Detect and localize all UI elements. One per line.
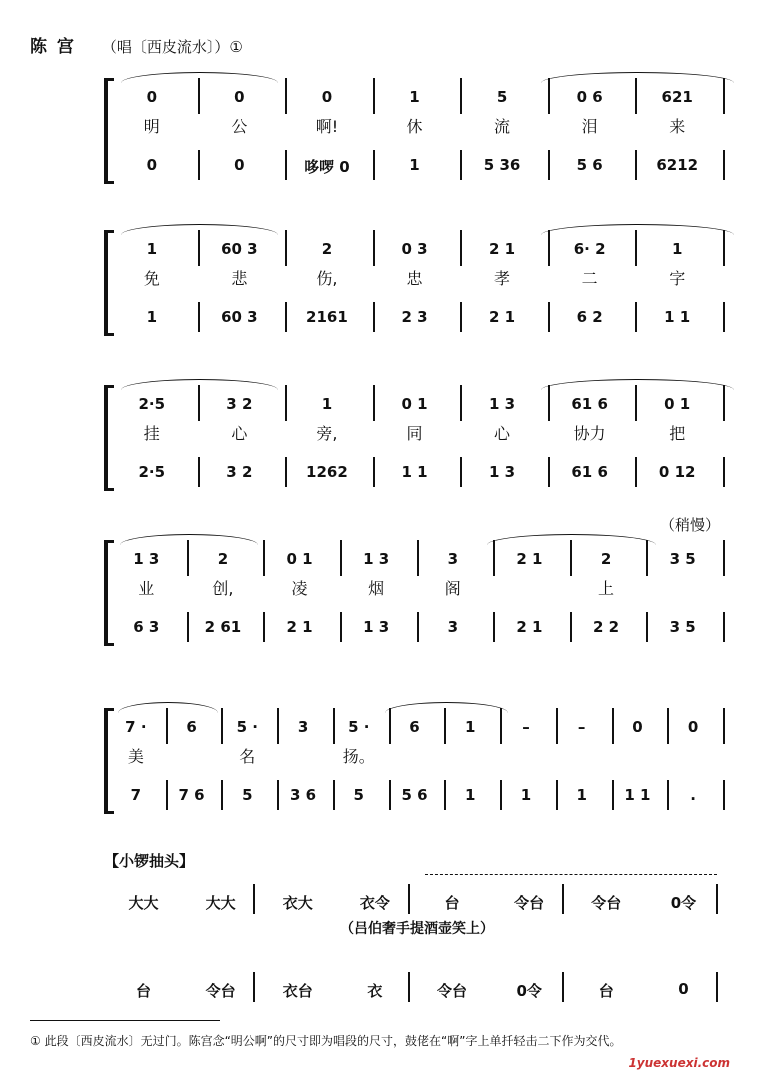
lyric-char: 啊! bbox=[315, 117, 339, 136]
bar-line-upper bbox=[198, 230, 200, 266]
percussion-beat: 大大 bbox=[205, 894, 236, 912]
lyric-char: 创, bbox=[212, 579, 234, 598]
staff-system bbox=[0, 78, 760, 188]
percussion-title: 【小锣抽头】 bbox=[104, 852, 195, 870]
lyric-char: 美 bbox=[127, 747, 144, 766]
voice-note: 0 1 bbox=[664, 395, 691, 413]
accomp-note: 1 3 bbox=[489, 463, 516, 481]
percussion-beat: 0令 bbox=[516, 982, 542, 1000]
voice-note: 0 1 bbox=[401, 395, 428, 413]
accomp-note: 5 6 bbox=[401, 786, 428, 804]
bar-line-lower bbox=[373, 302, 375, 332]
lyric-char: 悲 bbox=[231, 269, 248, 288]
staff-system bbox=[0, 385, 760, 495]
staff-system bbox=[0, 230, 760, 340]
watermark: 1yuexuexi.com bbox=[628, 1056, 730, 1070]
lyric-char: 挂 bbox=[143, 424, 160, 443]
lyric-char: 名 bbox=[239, 747, 256, 766]
bar-line-lower bbox=[635, 457, 637, 487]
bar-line-upper bbox=[570, 540, 572, 576]
percussion-beat: 衣令 bbox=[359, 894, 390, 912]
lyric-char: 阁 bbox=[444, 579, 461, 598]
bar-line-lower bbox=[612, 780, 614, 810]
bar-line-lower bbox=[166, 780, 168, 810]
voice-note: 0 bbox=[687, 718, 699, 736]
voice-note: 2 bbox=[321, 240, 333, 258]
accomp-note: 1 3 bbox=[363, 618, 390, 636]
lyric-char: 协力 bbox=[573, 424, 606, 443]
bar-line-upper bbox=[493, 540, 495, 576]
voice-note: 0 3 bbox=[401, 240, 428, 258]
accomp-note: 2·5 bbox=[138, 463, 166, 481]
lyric-char: 旁, bbox=[316, 424, 338, 443]
lyric-char: 明 bbox=[143, 117, 160, 136]
voice-note: – bbox=[577, 718, 586, 736]
bar-line-lower bbox=[723, 612, 725, 642]
voice-note: 5 bbox=[496, 88, 508, 106]
bar-line-upper bbox=[723, 540, 725, 576]
lyric-char: 烟 bbox=[368, 579, 385, 598]
voice-note: 0 bbox=[234, 88, 245, 106]
accomp-note: 哆啰 0 bbox=[304, 158, 350, 176]
voice-note: 3 bbox=[447, 550, 459, 568]
bar-line-lower bbox=[556, 780, 558, 810]
voice-note: 5 · bbox=[236, 718, 258, 736]
bar-line-lower bbox=[548, 150, 550, 180]
voice-note: 6· 2 bbox=[573, 240, 606, 258]
accomp-note: 5 bbox=[242, 786, 253, 804]
bar-line-upper bbox=[373, 385, 375, 421]
percussion-beat: 令台 bbox=[205, 982, 236, 1000]
accomp-note: 1 1 bbox=[401, 463, 428, 481]
bar-line-lower bbox=[198, 150, 200, 180]
percussion-bar-line bbox=[562, 972, 564, 1002]
bar-line-upper bbox=[667, 708, 669, 744]
percussion-bar-line bbox=[716, 884, 718, 914]
lyric-char: 二 bbox=[581, 269, 598, 288]
accomp-note: 6 2 bbox=[576, 308, 603, 326]
system-bracket bbox=[104, 708, 108, 814]
bar-line-upper bbox=[285, 385, 287, 421]
accomp-note: 5 6 bbox=[576, 156, 603, 174]
bar-line-upper bbox=[723, 78, 725, 114]
bar-line-lower bbox=[333, 780, 335, 810]
voice-note: 621 bbox=[661, 88, 693, 106]
accomp-note: 1262 bbox=[306, 463, 348, 481]
accomp-note: 5 bbox=[353, 786, 364, 804]
accomp-note: 2 2 bbox=[593, 618, 620, 636]
bar-line-lower bbox=[389, 780, 391, 810]
lyric-char: 伤, bbox=[316, 269, 338, 288]
accomp-note: 0 12 bbox=[658, 463, 696, 481]
lyric-char: 同 bbox=[406, 424, 423, 443]
role-name: 陈 宫 bbox=[30, 37, 76, 57]
staff-system bbox=[0, 516, 760, 650]
bar-line-lower bbox=[417, 612, 419, 642]
bar-line-lower bbox=[198, 302, 200, 332]
bar-line-upper bbox=[460, 78, 462, 114]
percussion-beat: 衣 bbox=[367, 982, 383, 1000]
bar-line-lower bbox=[373, 150, 375, 180]
bar-line-lower bbox=[548, 457, 550, 487]
voice-note: 7 · bbox=[125, 718, 147, 736]
lyric-char: 流 bbox=[494, 117, 511, 136]
bar-line-upper bbox=[635, 230, 637, 266]
accomp-note: . bbox=[690, 786, 696, 804]
voice-note: 0 bbox=[321, 88, 333, 106]
voice-note: 3 2 bbox=[226, 395, 253, 413]
stage-direction: （吕伯奢手提酒壶笑上） bbox=[340, 921, 494, 937]
bar-line-lower bbox=[198, 457, 200, 487]
voice-note: 1 bbox=[409, 88, 420, 106]
bar-line-lower bbox=[667, 780, 669, 810]
lyric-char: 忠 bbox=[406, 269, 423, 288]
slur-mark bbox=[541, 72, 734, 83]
system-bracket bbox=[104, 78, 108, 184]
bar-line-upper bbox=[277, 708, 279, 744]
bar-line-upper bbox=[333, 708, 335, 744]
accomp-note: 3 2 bbox=[226, 463, 253, 481]
voice-note: 2 1 bbox=[489, 240, 516, 258]
bar-line-upper bbox=[723, 385, 725, 421]
bar-line-upper bbox=[389, 708, 391, 744]
slur-mark bbox=[541, 379, 734, 390]
bar-line-upper bbox=[166, 708, 168, 744]
voice-note: 1 bbox=[465, 718, 476, 736]
voice-note: 1 3 bbox=[489, 395, 516, 413]
accomp-note: 3 6 bbox=[289, 786, 317, 804]
bar-line-lower bbox=[635, 150, 637, 180]
lyric-char: 公 bbox=[231, 117, 248, 136]
lyric-char: 休 bbox=[406, 117, 423, 136]
bar-line-lower bbox=[277, 780, 279, 810]
accomp-note: 1 1 bbox=[624, 786, 651, 804]
staff-system bbox=[0, 708, 760, 818]
percussion-beat: 衣大 bbox=[282, 894, 313, 912]
voice-note: 0 bbox=[146, 88, 157, 106]
bar-line-lower bbox=[263, 612, 265, 642]
bar-line-upper bbox=[263, 540, 265, 576]
accomp-note: 2161 bbox=[306, 308, 348, 326]
percussion-beat: 0 bbox=[678, 980, 689, 998]
voice-note: 1 3 bbox=[133, 550, 160, 568]
accomp-note: 6212 bbox=[656, 156, 699, 174]
percussion-beat: 台 bbox=[444, 894, 460, 912]
bar-line-upper bbox=[723, 230, 725, 266]
tempo-mark: （稍慢） bbox=[659, 516, 720, 534]
lyric-char: 字 bbox=[669, 269, 686, 288]
bar-line-upper bbox=[548, 385, 550, 421]
voice-note: 61 6 bbox=[571, 395, 608, 413]
slur-mark bbox=[385, 702, 508, 713]
bar-line-lower bbox=[285, 302, 287, 332]
lyric-char: 把 bbox=[669, 424, 686, 443]
slur-mark bbox=[121, 72, 279, 83]
voice-note: 2 1 bbox=[516, 550, 543, 568]
bar-line-lower bbox=[493, 612, 495, 642]
voice-note: 0 6 bbox=[576, 88, 603, 106]
bar-line-lower bbox=[187, 612, 189, 642]
bar-line-upper bbox=[460, 230, 462, 266]
accomp-note: 0 bbox=[146, 156, 157, 174]
bar-line-upper bbox=[221, 708, 223, 744]
lyric-char: 凌 bbox=[291, 579, 308, 598]
bar-line-lower bbox=[285, 150, 287, 180]
percussion-beat: 大大 bbox=[128, 894, 159, 912]
voice-note: 6 bbox=[186, 718, 197, 736]
accomp-note: 3 5 bbox=[669, 618, 696, 636]
percussion-beat: 台 bbox=[598, 982, 614, 1000]
percussion-beat: 台 bbox=[136, 982, 152, 1000]
lyric-char: 来 bbox=[669, 117, 686, 136]
aria-type: （唱〔西皮流水〕）① bbox=[101, 38, 243, 56]
voice-note: 2 bbox=[217, 550, 229, 568]
bar-line-upper bbox=[187, 540, 189, 576]
lyric-char: 泪 bbox=[581, 117, 598, 136]
voice-note: 6 bbox=[409, 718, 420, 736]
bar-line-lower bbox=[548, 302, 550, 332]
bar-line-upper bbox=[500, 708, 502, 744]
slur-mark bbox=[118, 702, 218, 713]
bar-line-lower bbox=[723, 457, 725, 487]
percussion-beat: 令台 bbox=[591, 894, 622, 912]
percussion-bar-line bbox=[408, 884, 410, 914]
percussion-beat: 0令 bbox=[670, 894, 697, 912]
lyric-char: 心 bbox=[494, 424, 511, 443]
bar-line-lower bbox=[460, 302, 462, 332]
bar-line-upper bbox=[198, 385, 200, 421]
slur-mark bbox=[541, 224, 734, 235]
bar-line-lower bbox=[723, 302, 725, 332]
bar-line-upper bbox=[548, 78, 550, 114]
bar-line-lower bbox=[570, 612, 572, 642]
accomp-note: 1 1 bbox=[664, 308, 691, 326]
voice-note: 0 bbox=[632, 718, 643, 736]
voice-note: 2·5 bbox=[138, 395, 166, 413]
lyric-char: 上 bbox=[598, 579, 615, 598]
accomp-note: 61 6 bbox=[571, 463, 608, 481]
bar-line-lower bbox=[723, 780, 725, 810]
accomp-note: 0 bbox=[234, 156, 245, 174]
bar-line-upper bbox=[285, 78, 287, 114]
system-bracket bbox=[104, 230, 108, 336]
bar-line-lower bbox=[460, 150, 462, 180]
accomp-note: 3 bbox=[447, 618, 459, 636]
voice-note: – bbox=[522, 718, 530, 736]
lyric-char: 扬。 bbox=[342, 747, 375, 766]
bar-line-lower bbox=[635, 302, 637, 332]
lyric-char: 孝 bbox=[494, 269, 511, 288]
accomp-note: 2 1 bbox=[286, 618, 313, 636]
bar-line-lower bbox=[444, 780, 446, 810]
lyric-char: 心 bbox=[231, 424, 248, 443]
system-bracket bbox=[104, 385, 108, 491]
accomp-note: 7 bbox=[130, 786, 142, 804]
bar-line-lower bbox=[646, 612, 648, 642]
voice-note: 2 bbox=[600, 550, 612, 568]
repeat-bracket bbox=[425, 874, 717, 875]
accomp-note: 5 36 bbox=[483, 156, 521, 174]
bar-line-upper bbox=[612, 708, 614, 744]
voice-note: 3 bbox=[297, 718, 309, 736]
lyric-char: 免 bbox=[143, 269, 160, 288]
percussion-beat: 衣台 bbox=[282, 982, 313, 1000]
slur-mark bbox=[121, 224, 279, 235]
slur-mark bbox=[121, 379, 279, 390]
lyric-char: 业 bbox=[138, 579, 155, 598]
slur-mark bbox=[487, 534, 656, 545]
percussion-beat: 令台 bbox=[437, 982, 468, 1000]
voice-note: 3 5 bbox=[669, 550, 696, 568]
bar-line-lower bbox=[340, 612, 342, 642]
bar-line-upper bbox=[635, 385, 637, 421]
percussion-beat: 令台 bbox=[514, 894, 545, 912]
bar-line-lower bbox=[500, 780, 502, 810]
accomp-note: 2 1 bbox=[489, 308, 516, 326]
bar-line-lower bbox=[285, 457, 287, 487]
bar-line-upper bbox=[556, 708, 558, 744]
bar-line-lower bbox=[221, 780, 223, 810]
bar-line-lower bbox=[373, 457, 375, 487]
voice-note: 1 bbox=[321, 395, 333, 413]
system-bracket bbox=[104, 540, 108, 646]
voice-note: 1 3 bbox=[363, 550, 390, 568]
bar-line-upper bbox=[548, 230, 550, 266]
footnote-rule bbox=[30, 1020, 220, 1021]
footnote: ① 此段〔西皮流水〕无过门。陈宫念“明公啊”的尺寸即为唱段的尺寸，鼓佬在“啊”字上单扦轻击二下作为交代。 bbox=[30, 1034, 622, 1048]
voice-note: 1 bbox=[146, 240, 157, 258]
percussion-bar-line bbox=[408, 972, 410, 1002]
voice-note: 0 1 bbox=[286, 550, 313, 568]
header bbox=[30, 32, 243, 57]
percussion-bar-line bbox=[253, 884, 255, 914]
accomp-note: 7 6 bbox=[178, 786, 205, 804]
bar-line-upper bbox=[198, 78, 200, 114]
bar-line-upper bbox=[373, 78, 375, 114]
accomp-note: 1 bbox=[576, 786, 587, 804]
accomp-note: 1 bbox=[146, 308, 157, 326]
accomp-note: 1 bbox=[409, 156, 420, 174]
bar-line-lower bbox=[460, 457, 462, 487]
accomp-note: 1 bbox=[520, 786, 532, 804]
voice-note: 1 bbox=[671, 240, 683, 258]
bar-line-upper bbox=[635, 78, 637, 114]
bar-line-upper bbox=[646, 540, 648, 576]
bar-line-lower bbox=[723, 150, 725, 180]
percussion-bar-line bbox=[253, 972, 255, 1002]
bar-line-upper bbox=[285, 230, 287, 266]
bar-line-upper bbox=[417, 540, 419, 576]
bar-line-upper bbox=[723, 708, 725, 744]
bar-line-upper bbox=[340, 540, 342, 576]
percussion-bar-line bbox=[562, 884, 564, 914]
slur-mark bbox=[120, 534, 258, 545]
accomp-note: 6 3 bbox=[133, 618, 160, 636]
voice-note: 5 · bbox=[348, 718, 370, 736]
bar-line-upper bbox=[460, 385, 462, 421]
accomp-note: 2 61 bbox=[204, 618, 242, 636]
accomp-note: 1 bbox=[465, 786, 476, 804]
accomp-note: 2 1 bbox=[516, 618, 543, 636]
accomp-note: 2 3 bbox=[401, 308, 428, 326]
voice-note: 60 3 bbox=[221, 240, 258, 258]
bar-line-upper bbox=[373, 230, 375, 266]
bar-line-upper bbox=[444, 708, 446, 744]
accomp-note: 60 3 bbox=[221, 308, 258, 326]
percussion-bar-line bbox=[716, 972, 718, 1002]
